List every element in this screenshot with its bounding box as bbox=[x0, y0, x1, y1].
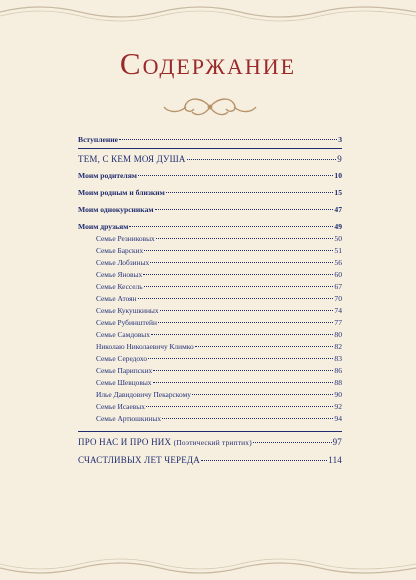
title-ornament-icon bbox=[160, 94, 260, 120]
toc-row-note: (Поэтический триптих) bbox=[173, 438, 252, 447]
toc-row-section[interactable]: СЧАСТЛИВЫХ ЛЕТ ЧЕРЕДА 114 bbox=[78, 455, 342, 465]
toc-subrow[interactable]: Семье Исаевых 92 bbox=[96, 402, 342, 411]
toc-subrow[interactable]: Семье Артюшкиных 94 bbox=[96, 414, 342, 423]
toc-subrow[interactable]: Семье Кессель 67 bbox=[96, 282, 342, 291]
toc-subrow[interactable]: Семье Самдовых 80 bbox=[96, 330, 342, 339]
toc-row-relatives[interactable]: Моим родным и близким 15 bbox=[78, 188, 342, 197]
toc-row-section[interactable]: ТЕМ, С КЕМ МОЯ ДУША 9 bbox=[78, 154, 342, 164]
toc-subrow[interactable]: Семье Шевцовых 88 bbox=[96, 378, 342, 387]
toc-subrow[interactable]: Семье Кукушкиных 74 bbox=[96, 306, 342, 315]
toc-subrow[interactable]: Семье Барских 51 bbox=[96, 246, 342, 255]
page-title: Содержание bbox=[119, 46, 297, 81]
divider bbox=[78, 431, 342, 432]
top-border-ornament bbox=[0, 0, 416, 22]
bottom-border-ornament bbox=[0, 558, 416, 580]
toc-row-intro[interactable]: Вступление 3 bbox=[78, 135, 342, 144]
toc-subrow[interactable]: Семье Парипских 86 bbox=[96, 366, 342, 375]
toc-subrow[interactable]: Семье Середохо 83 bbox=[96, 354, 342, 363]
divider bbox=[78, 148, 342, 149]
toc-subrow[interactable]: Семье Рубинштейн 77 bbox=[96, 318, 342, 327]
toc-row-classmates[interactable]: Моим однокурсникам 47 bbox=[78, 205, 342, 214]
toc-subrow[interactable]: Семье Лобзиных 56 bbox=[96, 258, 342, 267]
toc-subrow[interactable]: Николаю Николаевичу Климко 82 bbox=[96, 342, 342, 351]
toc-subrow[interactable]: Семье Атоян 70 bbox=[96, 294, 342, 303]
toc-row-parents[interactable]: Моим родителям 10 bbox=[78, 171, 342, 180]
toc-row-section[interactable]: ПРО НАС И ПРО НИХ (Поэтический триптих) 97 bbox=[78, 437, 342, 447]
toc-subrow[interactable]: Илье Давидовичу Пекарскому 90 bbox=[96, 390, 342, 399]
toc-subrow[interactable]: Семье Яновых 60 bbox=[96, 270, 342, 279]
toc-row-friends[interactable]: Моим друзьям 49 bbox=[78, 222, 342, 231]
table-of-contents bbox=[78, 134, 342, 466]
toc-subrow[interactable]: Семье Резниковых 50 bbox=[96, 234, 342, 243]
